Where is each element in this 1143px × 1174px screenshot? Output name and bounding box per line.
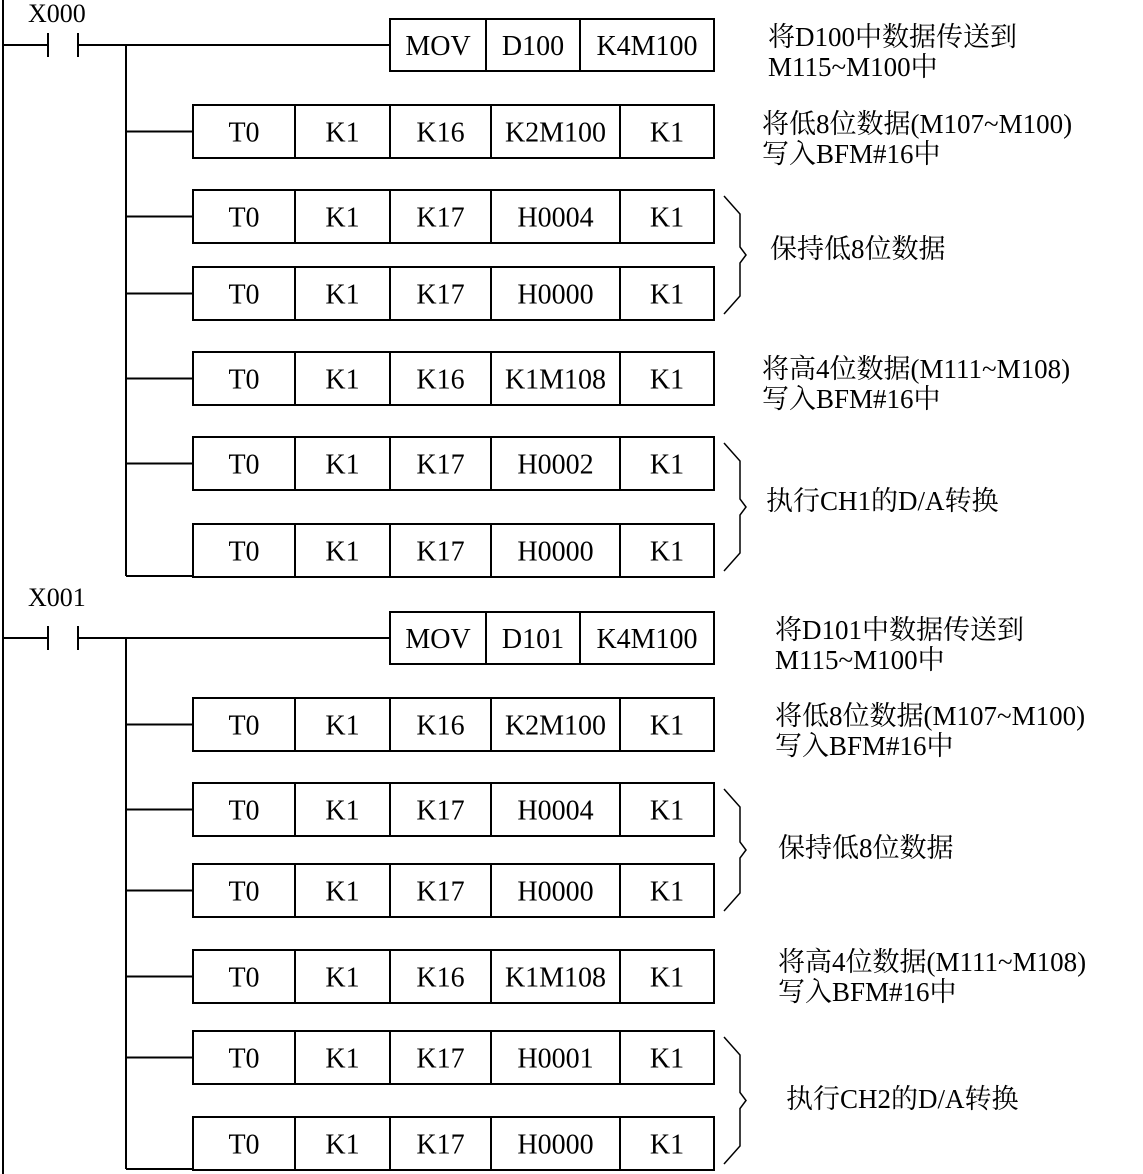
instruction-operand: K16 <box>416 710 465 742</box>
instruction-operand: T0 <box>228 795 260 827</box>
group-brace <box>724 789 746 911</box>
instruction-operand: K1 <box>325 1129 360 1161</box>
instruction-operand: H0000 <box>517 1129 594 1161</box>
group-brace <box>724 1037 746 1164</box>
to-instruction <box>193 783 714 836</box>
instruction-operand: K17 <box>416 1043 465 1075</box>
instruction-operand: K2M100 <box>504 117 607 149</box>
instruction-operand: K1 <box>649 876 685 908</box>
comment-high-write-2 <box>778 947 1086 1007</box>
comment-low-write-1 <box>762 109 1072 169</box>
instruction-operand: K17 <box>416 795 465 827</box>
instruction-operand: H0004 <box>517 202 594 234</box>
comment-line: 写入BFM#16中 <box>778 977 957 1007</box>
instruction-operand: K1 <box>649 1129 685 1161</box>
instruction-operand: T0 <box>228 536 260 568</box>
instruction-operand: K1 <box>325 449 360 481</box>
instruction-operand: T0 <box>228 962 260 994</box>
instruction-operand: H0000 <box>517 279 594 311</box>
instruction-operand: K4M100 <box>596 31 698 62</box>
contact-label: X000 <box>28 0 86 28</box>
instruction-operand: K1 <box>649 795 685 827</box>
instruction-operand: K16 <box>416 962 465 994</box>
instruction-operand: MOV <box>405 624 471 655</box>
comment-exec-2 <box>786 1084 1019 1114</box>
instruction-operand: K1 <box>649 279 685 311</box>
instruction-operand: K17 <box>416 1129 465 1161</box>
comment-line: 将高4位数据(M111~M108) <box>778 947 1087 977</box>
group-brace <box>724 443 746 571</box>
to-instruction <box>193 267 714 320</box>
instruction-operand: K17 <box>416 279 465 311</box>
to-instruction <box>193 190 714 243</box>
instruction-operand: T0 <box>228 364 260 396</box>
comment-low-write-2 <box>775 701 1085 761</box>
instruction-operand: K1 <box>649 449 685 481</box>
instruction-operand: K1 <box>649 202 685 234</box>
comment-line: 写入BFM#16中 <box>775 731 954 761</box>
to-instruction <box>193 698 714 751</box>
instruction-operand: T0 <box>228 876 260 908</box>
instruction-operand: K1M108 <box>504 962 607 994</box>
rung-x001 <box>3 583 746 1170</box>
to-instruction <box>193 1031 714 1084</box>
comment-line: M115~M100中 <box>775 645 945 675</box>
comment-high-write-1 <box>762 354 1070 414</box>
instruction-operand: K16 <box>416 364 465 396</box>
instruction-operand: MOV <box>405 31 471 62</box>
instruction-operand: K1 <box>325 536 360 568</box>
instruction-operand: K1 <box>649 536 685 568</box>
instruction-operand: T0 <box>228 1043 260 1075</box>
to-instruction <box>193 437 714 490</box>
comment-hold-low-1 <box>770 234 946 264</box>
mov-instruction <box>390 19 714 71</box>
instruction-operand: K1 <box>325 962 360 994</box>
instruction-operand: K1 <box>325 202 360 234</box>
comment-mov-1 <box>768 22 1017 82</box>
instruction-operand: K1 <box>325 1043 360 1075</box>
instruction-operand: K1 <box>325 876 360 908</box>
instruction-operand: T0 <box>228 449 260 481</box>
instruction-operand: K1 <box>325 364 360 396</box>
instruction-operand: H0002 <box>517 449 594 481</box>
instruction-operand: K17 <box>416 876 465 908</box>
instruction-operand: K17 <box>416 202 465 234</box>
group-brace <box>724 196 746 314</box>
instruction-operand: K1 <box>649 962 685 994</box>
instruction-operand: K1M108 <box>504 364 607 396</box>
comment-line: 执行CH2的D/A转换 <box>786 1084 1019 1114</box>
instruction-operand: K1 <box>325 117 360 149</box>
to-instruction <box>193 864 714 917</box>
to-instruction <box>193 524 714 577</box>
instruction-operand: T0 <box>228 1129 260 1161</box>
contact-label: X001 <box>28 583 86 612</box>
instruction-operand: T0 <box>228 279 260 311</box>
instruction-operand: K1 <box>649 117 685 149</box>
to-instruction <box>193 105 714 158</box>
instruction-operand: D100 <box>501 31 565 62</box>
instruction-operand: K17 <box>416 536 465 568</box>
comment-line: 写入BFM#16中 <box>762 384 941 414</box>
comment-line: 将高4位数据(M111~M108) <box>762 354 1071 384</box>
to-instruction <box>193 950 714 1003</box>
instruction-operand: K16 <box>416 117 465 149</box>
instruction-operand: T0 <box>228 710 260 742</box>
comment-line: 将低8位数据(M107~M100) <box>762 109 1073 139</box>
instruction-operand: H0001 <box>517 1043 594 1075</box>
instruction-operand: K1 <box>649 710 685 742</box>
instruction-operand: K1 <box>649 1043 685 1075</box>
comment-mov-2 <box>775 615 1024 675</box>
comment-line: 将D101中数据传送到 <box>775 615 1024 645</box>
instruction-operand: T0 <box>228 202 260 234</box>
comment-line: 写入BFM#16中 <box>762 139 941 169</box>
instruction-operand: H0000 <box>517 536 594 568</box>
comment-line: 保持低8位数据 <box>770 234 946 264</box>
instruction-operand: K1 <box>325 279 360 311</box>
to-instruction <box>193 352 714 405</box>
instruction-operand: D101 <box>501 624 565 655</box>
comment-hold-low-2 <box>778 833 954 863</box>
comment-line: 保持低8位数据 <box>778 833 954 863</box>
comment-line: 将D100中数据传送到 <box>768 22 1017 52</box>
comment-exec-1 <box>766 486 999 516</box>
mov-instruction <box>390 612 714 664</box>
instruction-operand: K1 <box>325 710 360 742</box>
instruction-operand: K17 <box>416 449 465 481</box>
instruction-operand: K1 <box>649 364 685 396</box>
comment-line: 执行CH1的D/A转换 <box>766 486 999 516</box>
rung-x000 <box>3 0 746 577</box>
instruction-operand: H0004 <box>517 795 594 827</box>
comment-line: M115~M100中 <box>768 52 938 82</box>
comment-line: 将低8位数据(M107~M100) <box>775 701 1086 731</box>
to-instruction <box>193 1117 714 1170</box>
instruction-operand: T0 <box>228 117 260 149</box>
instruction-operand: K2M100 <box>504 710 607 742</box>
instruction-operand: H0000 <box>517 876 594 908</box>
instruction-operand: K4M100 <box>596 624 698 655</box>
instruction-operand: K1 <box>325 795 360 827</box>
